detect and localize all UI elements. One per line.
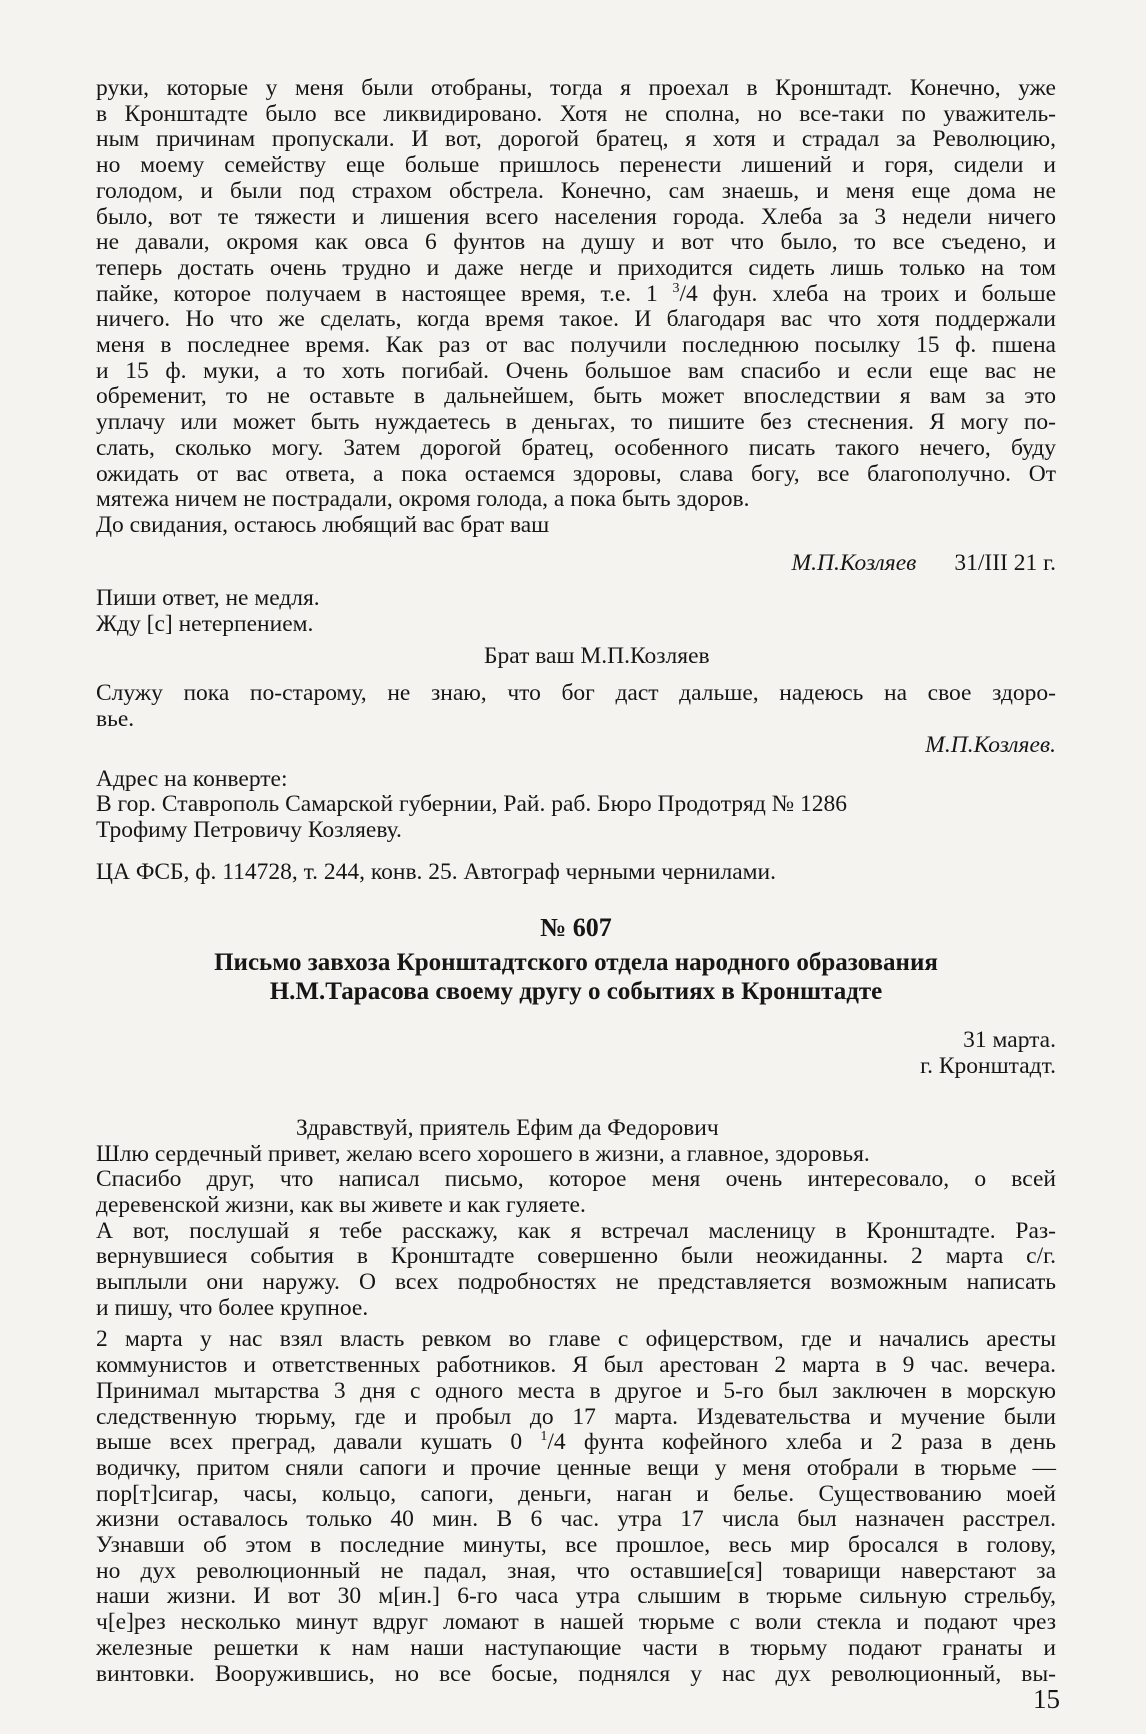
text-line: Спасибо друг, что написал письмо, которое меня очень интересовало, о всей: [96, 1166, 1056, 1193]
text-line: Служу пока по-старому, не знаю, что бог даст дальше, надеюсь на свое здоро-: [96, 680, 1056, 707]
document-place: г. Кронштадт.: [920, 1053, 1056, 1080]
letter-607-body: [96, 1142, 1056, 1688]
text-line: 2 марта у нас взял власть ревком во главе с офицерством, где и начались аресты: [96, 1326, 1056, 1353]
text-line: железные решетки к нам наши наступающие части в тюрьму подают гранаты и: [96, 1634, 1056, 1661]
text-line: винтовки. Вооружившись, но все босые, поднялся у нас дух революционный, вы-: [96, 1660, 1056, 1687]
archive-reference: ЦА ФСБ, ф. 114728, т. 244, конв. 25. Автограф черными чернилами.: [96, 858, 776, 885]
text-line: пайке, которое получаем в настоящее время, т.е. 1 $^3$/4 фун. хлеба на троих и больше: [96, 280, 1057, 307]
brother-signature: Брат ваш М.П.Козляев: [484, 642, 710, 669]
text-line: меня в последнее время. Как раз от вас получили последнюю посылку 15 ф. пшена: [96, 332, 1056, 359]
text-line: ным причинам пропускали. И вот, дорогой братец, я хотя и страдал за Революцию,: [96, 126, 1056, 153]
text-line: Узнавши об этом в последние минуты, все прошлое, весь мир бросался в голову,: [96, 1532, 1056, 1559]
text-line: в Кронштадте было все ликвидировано. Хотя не сполна, но все-таки по уважитель-: [96, 100, 1056, 127]
text-line: было, вот те тяжести и лишения всего населения города. Хлеба за 3 недели ничего: [96, 203, 1056, 230]
text-line: жизни оставалось только 40 мин. В 6 час. утра 17 числа был назначен расстрел.: [96, 1506, 1056, 1533]
signature-row: [96, 551, 1056, 577]
text-line: и пишу, что более крупное.: [96, 1294, 369, 1321]
address-label: Адрес на конверте:: [96, 765, 288, 792]
text-line: обременит, то не оставьте в дальнейшем, быть может впоследствии я вам за это: [96, 383, 1056, 410]
text-line: А вот, послушай я тебе расскажу, как я встречал масленицу в Кронштадте. Раз-: [96, 1217, 1056, 1244]
text-line: слать, сколько могу. Затем дорогой братец, особенного писать такого нечего, буду: [96, 434, 1056, 461]
text-line: выплыли они наружу. О всех подробностях не представляется возможным написать: [96, 1269, 1056, 1296]
address-line: Трофиму Петровичу Козляеву.: [96, 816, 402, 843]
greeting: Здравствуй, приятель Ефим да Федорович: [296, 1114, 719, 1141]
postscript-line: Жду [с] нетерпением.: [96, 611, 314, 638]
text-line: вье.: [96, 706, 135, 733]
letter-date: 31/III 21 г.: [954, 549, 1056, 576]
text-line: голодом, и были под страхом обстрела. Конечно, сам знаешь, и меня еще дома не: [96, 177, 1056, 204]
text-line: руки, которые у меня были отобраны, тогда я проехал в Кронштадт. Конечно, уже: [96, 75, 1056, 101]
text-line: не давали, окромя как овса 6 фунтов на душу и вот что было, то все съедено, и: [96, 229, 1056, 256]
text-line: но дух революционный не падал, зная, что оставшие[ся] товарищи наверстают за: [96, 1557, 1056, 1584]
text-line: но моему семейству еще больше пришлось перенести лишений и горя, сидели и: [96, 152, 1056, 179]
postscript-paragraph: [96, 681, 1056, 732]
text-line: ожидать от вас ответа, а пока остаемся здоровы, слава богу, все благополучно. От: [96, 460, 1056, 487]
text-line: вернувшиеся события в Кронштадте совершенно были неожиданны. 2 марта с/г.: [96, 1243, 1056, 1270]
text-line: деревенской жизни, как вы живете и как гуляете.: [96, 1191, 586, 1218]
page-number: 15: [1033, 1684, 1060, 1714]
postscript-line: Пиши ответ, не медля.: [96, 585, 320, 612]
text-line: ничего. Но что же сделать, когда время такое. И благодаря вас что хотя поддержали: [96, 306, 1056, 333]
text-line: ч[е]рез несколько минут вдруг ломают в нашей тюрьме с воли стекла и подают чрез: [96, 1609, 1056, 1636]
text-line: выше всех преград, давали кушать 0 $^1$/4 фунта кофейного хлеба и 2 раза в день: [96, 1429, 1056, 1456]
text-line: Шлю сердечный привет, желаю всего хорошего в жизни, а главное, здоровья.: [96, 1140, 870, 1167]
text-line: мятежа ничем не пострадали, окромя голода, а пока быть здоров.: [96, 486, 750, 513]
text-line: наши жизни. И вот 30 м[ин.] 6-го часа утра слышим в тюрьме сильную стрельбу,: [96, 1583, 1056, 1610]
text-line: теперь достать очень трудно и даже негде и приходится сидеть лишь только на том: [96, 254, 1056, 281]
document-title: Письмо завхоза Кронштадтского отдела народного образования: [214, 949, 938, 977]
text-line: и 15 ф. муки, а то хоть погибай. Очень большое вам спасибо и если еще вас не: [96, 357, 1056, 384]
document-title: Н.М.Тарасова своему другу о событиях в Кронштадте: [269, 978, 883, 1006]
address-line: В гор. Ставрополь Самарской губернии, Рай. раб. Бюро Продотряд № 1286: [96, 791, 847, 818]
text-line: пор[т]сигар, часы, кольцо, сапоги, деньги, наган и белье. Существованию моей: [96, 1480, 1056, 1507]
document-page: [96, 76, 1056, 1687]
farewell-line: До свидания, остаюсь любящий вас брат ваш: [96, 511, 550, 538]
document-date: 31 марта.: [963, 1027, 1056, 1054]
text-line: Принимал мытарства 3 дня с одного места в другое и 5-го был заключен в морскую: [96, 1377, 1056, 1404]
text-line: уплачу или может быть нуждаетесь в деньгах, то пишите без стеснения. Я могу по-: [96, 409, 1056, 436]
text-line: следственную тюрьму, где и пробыл до 17 марта. Издевательства и мучение были: [96, 1403, 1056, 1430]
signature-2: М.П.Козляев.: [925, 731, 1056, 758]
document-number: № 607: [540, 913, 612, 943]
text-line: водичку, притом сняли сапоги и прочие ценные вещи у меня отобрали в тюрьме —: [96, 1454, 1056, 1481]
signature: М.П.Козляев: [791, 549, 917, 576]
text-line: коммунистов и ответственных работников. Я был арестован 2 марта в 9 час. вечера.: [96, 1352, 1056, 1379]
letter-body: [96, 76, 1056, 513]
